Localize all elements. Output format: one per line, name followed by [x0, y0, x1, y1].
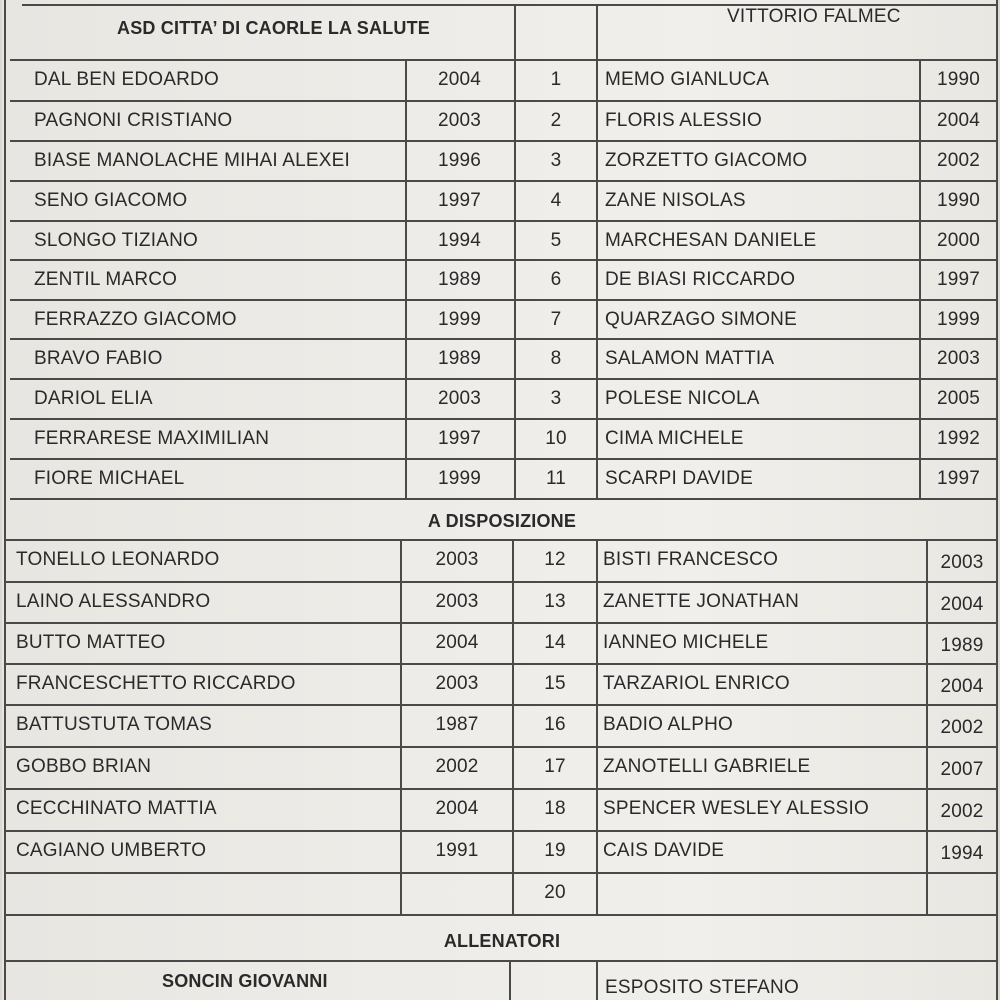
shirt-number: 11 [545, 468, 567, 489]
away-player-name: FLORIS ALESSIO [605, 110, 762, 131]
away-player-year: 1990 [936, 69, 981, 90]
shirt-number: 4 [550, 190, 562, 211]
home-player-year: 1989 [437, 348, 482, 369]
away-player-year: 1997 [936, 468, 981, 489]
away-player-name: SCARPI DAVIDE [605, 468, 753, 489]
shirt-number: 12 [544, 549, 566, 570]
home-player-name: TONELLO LEONARDO [16, 549, 220, 570]
home-player-name: DARIOL ELIA [34, 388, 153, 409]
away-player-name: ZANE NISOLAS [605, 190, 746, 211]
home-player-name: SENO GIACOMO [34, 190, 188, 211]
rule [10, 338, 996, 340]
rule [10, 498, 996, 500]
home-player-name: CAGIANO UMBERTO [16, 840, 207, 861]
rule [6, 914, 996, 916]
home-player-year: 1997 [437, 428, 482, 449]
away-player-name: CAIS DAVIDE [603, 840, 725, 861]
away-player-name: ZANETTE JONATHAN [603, 591, 800, 612]
away-player-name: TARZARIOL ENRICO [603, 673, 790, 694]
home-player-year: 2003 [435, 673, 479, 694]
away-player-name: ZORZETTO GIACOMO [605, 150, 808, 171]
rule [6, 788, 996, 790]
away-player-name: BISTI FRANCESCO [603, 549, 779, 570]
away-player-year: 2002 [940, 801, 984, 822]
away-player-name: IANNEO MICHELE [603, 632, 769, 653]
rule [6, 663, 996, 665]
shirt-number: 8 [550, 348, 562, 369]
column-divider [596, 960, 598, 1000]
home-player-name: SLONGO TIZIANO [34, 230, 198, 251]
shirt-number: 6 [550, 269, 562, 290]
shirt-number: 5 [550, 230, 562, 251]
shirt-number: 16 [544, 714, 566, 735]
away-player-name: SPENCER WESLEY ALESSIO [603, 798, 869, 819]
away-player-year: 2004 [940, 676, 984, 697]
home-player-year: 2003 [437, 388, 482, 409]
column-divider [509, 960, 511, 1000]
home-player-year: 2003 [435, 591, 479, 612]
rule [6, 872, 996, 874]
rule [10, 378, 996, 380]
rule [10, 100, 996, 102]
home-player-name: BIASE MANOLACHE MIHAI ALEXEI [34, 150, 351, 171]
shirt-number: 1 [550, 69, 562, 90]
away-player-year: 1999 [936, 309, 981, 330]
column-divider [596, 539, 598, 914]
away-player-name: QUARZAGO SIMONE [605, 309, 797, 330]
home-player-name: GOBBO BRIAN [16, 756, 152, 777]
shirt-number: 20 [544, 882, 566, 903]
away-player-year: 2003 [940, 552, 984, 573]
rule [6, 960, 996, 962]
home-player-name: FIORE MICHAEL [34, 468, 185, 489]
away-player-year: 2003 [936, 348, 981, 369]
home-player-name: BUTTO MATTEO [16, 632, 166, 653]
home-team-name: ASD CITTA’ DI CAORLE LA SALUTE [117, 18, 431, 38]
home-player-year: 2003 [435, 549, 479, 570]
rule [10, 220, 996, 222]
away-player-year: 1994 [940, 843, 984, 864]
away-player-year: 2000 [936, 230, 981, 251]
away-player-year: 1989 [940, 635, 984, 656]
home-coach: SONCIN GIOVANNI [162, 971, 328, 991]
table-border-right [996, 0, 998, 1000]
home-player-name: PAGNONI CRISTIANO [34, 110, 233, 131]
rule [10, 180, 996, 182]
reserves-header: A DISPOSIZIONE [427, 511, 577, 531]
shirt-number: 10 [545, 428, 567, 449]
rule [6, 581, 996, 583]
home-player-name: FRANCESCHETTO RICCARDO [16, 673, 296, 694]
coaches-header: ALLENATORI [443, 931, 561, 951]
home-player-year: 2003 [437, 110, 482, 131]
away-team-name: VITTORIO FALMEC [727, 6, 901, 27]
rule [10, 458, 996, 460]
rule [10, 140, 996, 142]
away-player-year: 1992 [936, 428, 981, 449]
home-player-year: 1994 [437, 230, 482, 251]
away-player-name: ZANOTELLI GABRIELE [603, 756, 811, 777]
home-player-year: 2004 [437, 69, 482, 90]
home-player-year: 2004 [435, 632, 479, 653]
shirt-number: 13 [544, 591, 566, 612]
away-player-name: POLESE NICOLA [605, 388, 760, 409]
away-player-year: 2004 [940, 594, 984, 615]
home-player-name: ZENTIL MARCO [34, 269, 178, 290]
away-player-year: 1997 [936, 269, 981, 290]
shirt-number: 15 [544, 673, 566, 694]
away-player-name: SALAMON MATTIA [605, 348, 775, 369]
rule [10, 59, 996, 61]
home-player-year: 2004 [435, 798, 479, 819]
away-player-year: 2007 [940, 759, 984, 780]
home-player-name: LAINO ALESSANDRO [16, 591, 211, 612]
column-divider [596, 4, 598, 498]
away-player-name: MEMO GIANLUCA [605, 69, 770, 90]
home-player-year: 1989 [437, 269, 482, 290]
away-player-name: MARCHESAN DANIELE [605, 230, 817, 251]
away-player-name: DE BIASI RICCARDO [605, 269, 796, 290]
home-player-year: 1999 [437, 468, 482, 489]
home-player-name: DAL BEN EDOARDO [34, 69, 219, 90]
shirt-number: 2 [550, 110, 562, 131]
rule [6, 746, 996, 748]
away-player-year: 2004 [936, 110, 981, 131]
away-player-year: 2002 [940, 717, 984, 738]
away-player-year: 1990 [936, 190, 981, 211]
table-border-left [4, 0, 6, 1000]
home-player-year: 2002 [435, 756, 479, 777]
away-coach: ESPOSITO STEFANO [605, 977, 799, 998]
rule [6, 622, 996, 624]
home-player-year: 1991 [435, 840, 479, 861]
away-player-year: 2005 [936, 388, 981, 409]
away-player-name: BADIO ALPHO [603, 714, 733, 735]
home-player-name: FERRAZZO GIACOMO [34, 309, 237, 330]
shirt-number: 19 [544, 840, 566, 861]
shirt-number: 18 [544, 798, 566, 819]
away-player-year: 2002 [936, 150, 981, 171]
rule [6, 539, 996, 541]
home-player-year: 1999 [437, 309, 482, 330]
rule [10, 259, 996, 261]
home-player-name: FERRARESE MAXIMILIAN [34, 428, 270, 449]
rule [10, 418, 996, 420]
rule [6, 704, 996, 706]
home-player-year: 1987 [435, 714, 479, 735]
home-player-year: 1996 [437, 150, 482, 171]
rule [6, 830, 996, 832]
home-player-name: CECCHINATO MATTIA [16, 798, 217, 819]
shirt-number: 14 [544, 632, 566, 653]
shirt-number: 7 [550, 309, 562, 330]
home-player-name: BATTUSTUTA TOMAS [16, 714, 213, 735]
shirt-number: 3 [550, 150, 562, 171]
rule [10, 299, 996, 301]
shirt-number: 17 [544, 756, 566, 777]
lineup-sheet [2, 0, 998, 1000]
home-player-year: 1997 [437, 190, 482, 211]
away-player-name: CIMA MICHELE [605, 428, 744, 449]
shirt-number: 3 [550, 388, 562, 409]
home-player-name: BRAVO FABIO [34, 348, 163, 369]
